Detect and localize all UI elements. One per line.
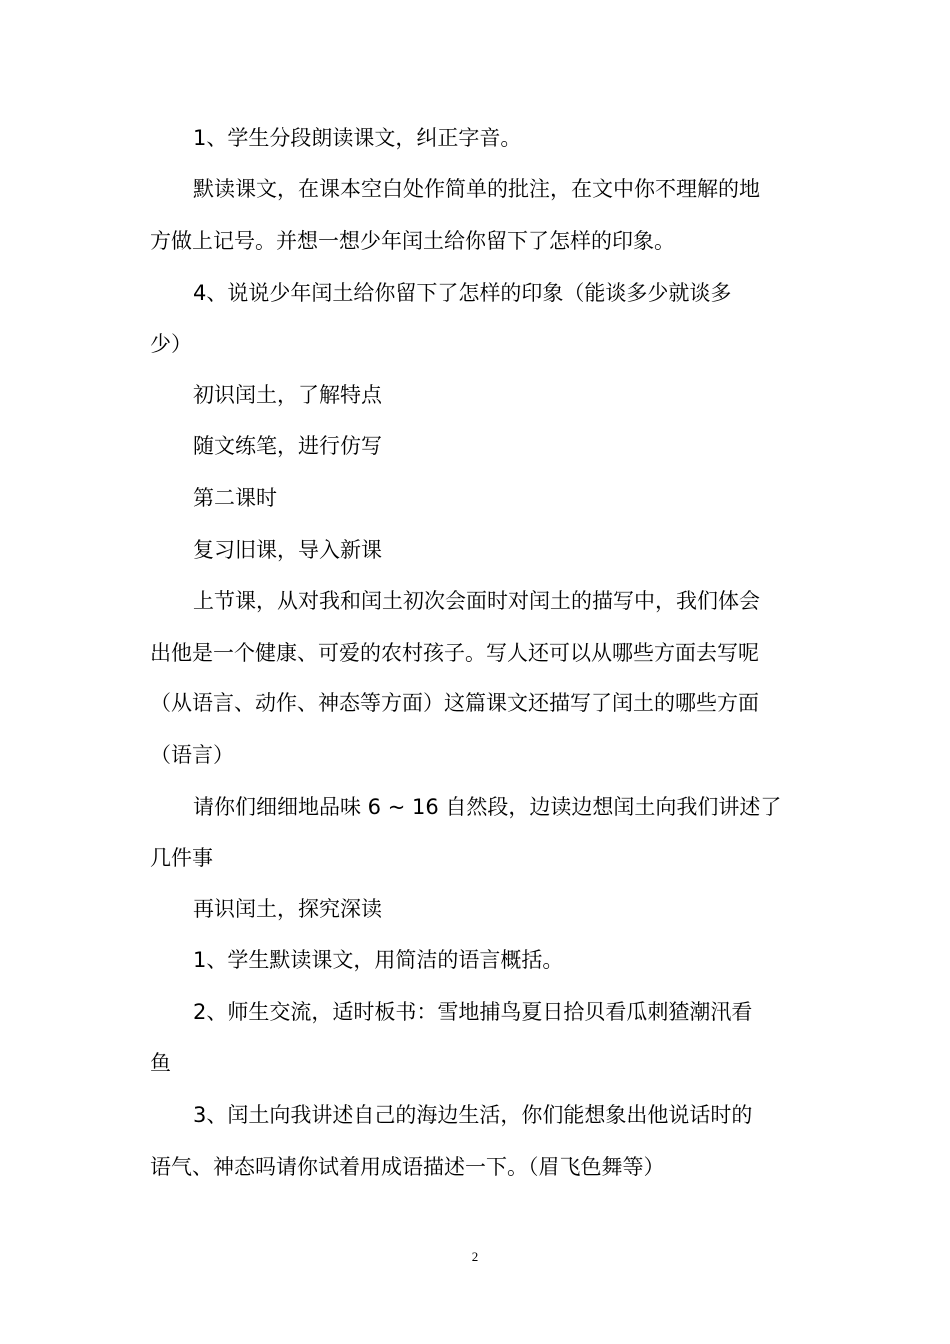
- text-line: 语气、神态吗请你试着用成语描述一下。（眉飞色舞等）: [150, 1155, 665, 1179]
- page-number: 2: [471, 1249, 479, 1264]
- text-line: 请你们细细地品味 6 ~ 16 自然段，边读边想闰土向我们讲述了: [193, 795, 782, 819]
- text-line: 4、说说少年闰土给你留下了怎样的印象（能谈多少就谈多: [193, 281, 732, 305]
- lesson-title: 第二课时: [193, 486, 277, 510]
- text-line: 1、学生默读课文，用简洁的语言概括。: [193, 948, 564, 972]
- text-line: 默读课文，在课本空白处作简单的批注，在文中你不理解的地: [193, 177, 760, 201]
- text-line: 出他是一个健康、可爱的农村孩子。写人还可以从哪些方面去写呢: [150, 641, 759, 665]
- text-line: 少）: [150, 332, 192, 356]
- text-line: 方做上记号。并想一想少年闰土给你留下了怎样的印象。: [150, 229, 675, 253]
- text-line: 鱼: [150, 1051, 171, 1075]
- text-line: （语言）: [150, 743, 234, 767]
- section-heading: 再识闰土，探究深读: [193, 897, 382, 921]
- section-heading: 随文练笔，进行仿写: [193, 434, 382, 458]
- text-line: 几件事: [150, 846, 213, 870]
- text-line: 2、师生交流，适时板书：雪地捕鸟夏日拾贝看瓜刺猹潮汛看: [193, 1000, 753, 1024]
- text-line: 3、闰土向我讲述自己的海边生活，你们能想象出他说话时的: [193, 1103, 753, 1127]
- text-line: 上节课，从对我和闰土初次会面时对闰土的描写中，我们体会: [193, 589, 760, 613]
- section-heading: 复习旧课，导入新课: [193, 538, 382, 562]
- text-line: （从语言、动作、神态等方面）这篇课文还描写了闰土的哪些方面: [150, 691, 759, 715]
- text-line: 1、学生分段朗读课文，纠正字音。: [193, 126, 522, 150]
- section-heading: 初识闰土，了解特点: [193, 383, 382, 407]
